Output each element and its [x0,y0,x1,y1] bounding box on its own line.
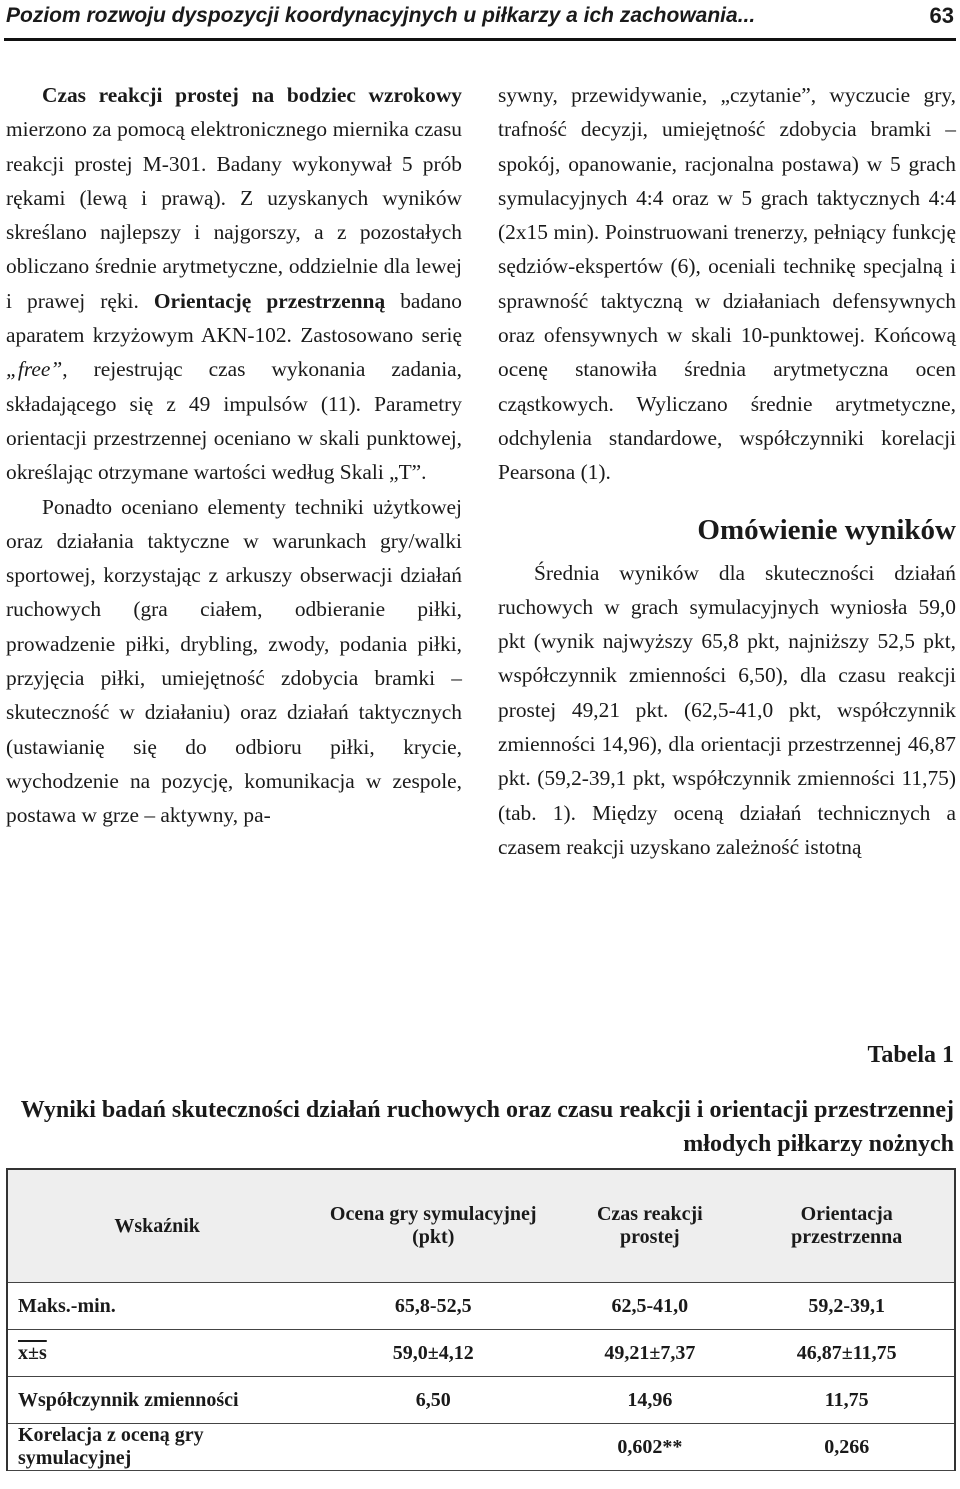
table-row: Współczynnik zmienności 6,50 14,96 11,75 [7,1377,955,1424]
header-simulation-score: Ocena gry symulacyjnej (pkt) [306,1169,560,1283]
table-label: Tabela 1 [867,1042,954,1068]
term-reaction-time: Czas reakcji prostej na bodziec wzrokowy [42,83,462,107]
methods-paragraph-2: Ponadto oceniano elementy techniki użytkowej oraz działania taktyczne w warunkach gry/walki sportowej, korzystając z arkuszy obserwacji działań ruchowych (gra ciałem, odbieranie piłki, prowadzenie piłki, drybling, zwody, podania piłki, przyjęcia piłki, umiejętność zdobycia bramki – skuteczność w działaniu) oraz działań taktycznych (ustawianię się do odbioru piłki, krycie, wychodzenie na pozycję, komunikacja w zespole, postawa w grze – aktywny, pa- [6,494,462,828]
table-caption: Wyniki badań skuteczności działań ruchowych oraz czasu reakcji i orientacji przestrzennej młodych piłkarzy nożnych [20,1097,954,1157]
results-paragraph: Średnia wyników dla skuteczności działań ruchowych w grach symulacyjnych wyniosła 59,0 pkt (wynik najwyższy 65,8 pkt, najniższy 52,5 pkt, współczynnik zmienności 6,50), dla czasu reakcji prostej 49,21 pkt. (62,5-41,0 pkt, współczynnik zmienności 14,96), dla orientacji przestrzennej 46,87 pkt. (59,2-39,1 pkt, współczynnik zmienności 11,75) (tab. 1). Między oceną działań technicznych a czasem reakcji uzyskano zależność istotną [498,560,956,859]
table-header-row [7,1169,955,1283]
table-row: Korelacja z oceną gry symulacyjnej 0,602** 0,266 [7,1424,955,1471]
table-row: x±s 59,0±4,12 49,21±7,37 46,87±11,75 [7,1330,955,1377]
results-table [6,1168,956,1471]
header-indicator: Wskaźnik [7,1169,306,1283]
running-header [4,0,956,41]
section-heading: Omówienie wyników [697,513,956,546]
mean-symbol: x±s [18,1341,47,1364]
header-reaction-time: Czas reakcji prostej [560,1169,739,1283]
term-spatial-orientation: Orientację przestrzenną [153,288,386,313]
table-row: Maks.-min. 65,8-52,5 62,5-41,0 59,2-39,1 [7,1283,955,1330]
page-number: 63 [929,3,954,28]
right-column [498,78,956,864]
term-free: „free” [6,357,63,382]
left-column [6,78,462,833]
header-spatial-orientation: Orientacja przestrzenna [739,1169,955,1283]
header-title: Poziom rozwoju dyspozycji koordynacyjnych u piłkarzy a ich zachowania... [6,4,756,27]
methods-paragraph-3: sywny, przewidywanie, „czytanie”, wyczucie gry, trafność decyzji, umiejętność zdobycia bramki – spokój, opanowanie, racjonalna postawa) w 5 grach symulacyjnych 4:4 oraz w 5 grach taktycznych 4:4 (2x15 min). Poinstruowani trenerzy, pełniący funkcję sędziów-ekspertów (6), oceniali technikę specjalną i sprawność taktyczną w działaniach defensywnych oraz ofensywnych w skali 10-punktowej. Końcową ocenę stanowiła średnia arytmetyczna ocen cząstkowych. Wyliczano średnie arytmetyczne, odchylenia standardowe, współczynniki korelacji Pearsona (1). [498,83,956,485]
methods-paragraph-1: Czas reakcji prostej na bodziec wzrokowy mierzono za pomocą elektronicznego miernika czasu reakcji prostej M-301. Badany wykonywał 5 prób rękami (lewą i prawą). Z uzyskanych wyników skreślano najlepszy i najgorszy, a z pozostałych obliczano średnie arytmetyczne, oddzielnie dla lewej i prawej ręki. Orientację przestrzenną badano aparatem krzyżowym AKN-102. Zastosowano serię „free”, rejestrując czas wykonania zadania, składającego się z 49 impulsów (11). Parametry orientacji przestrzennej oceniano w skali punktowej, określając otrzymane wartości według Skali „T”. [6,83,462,485]
